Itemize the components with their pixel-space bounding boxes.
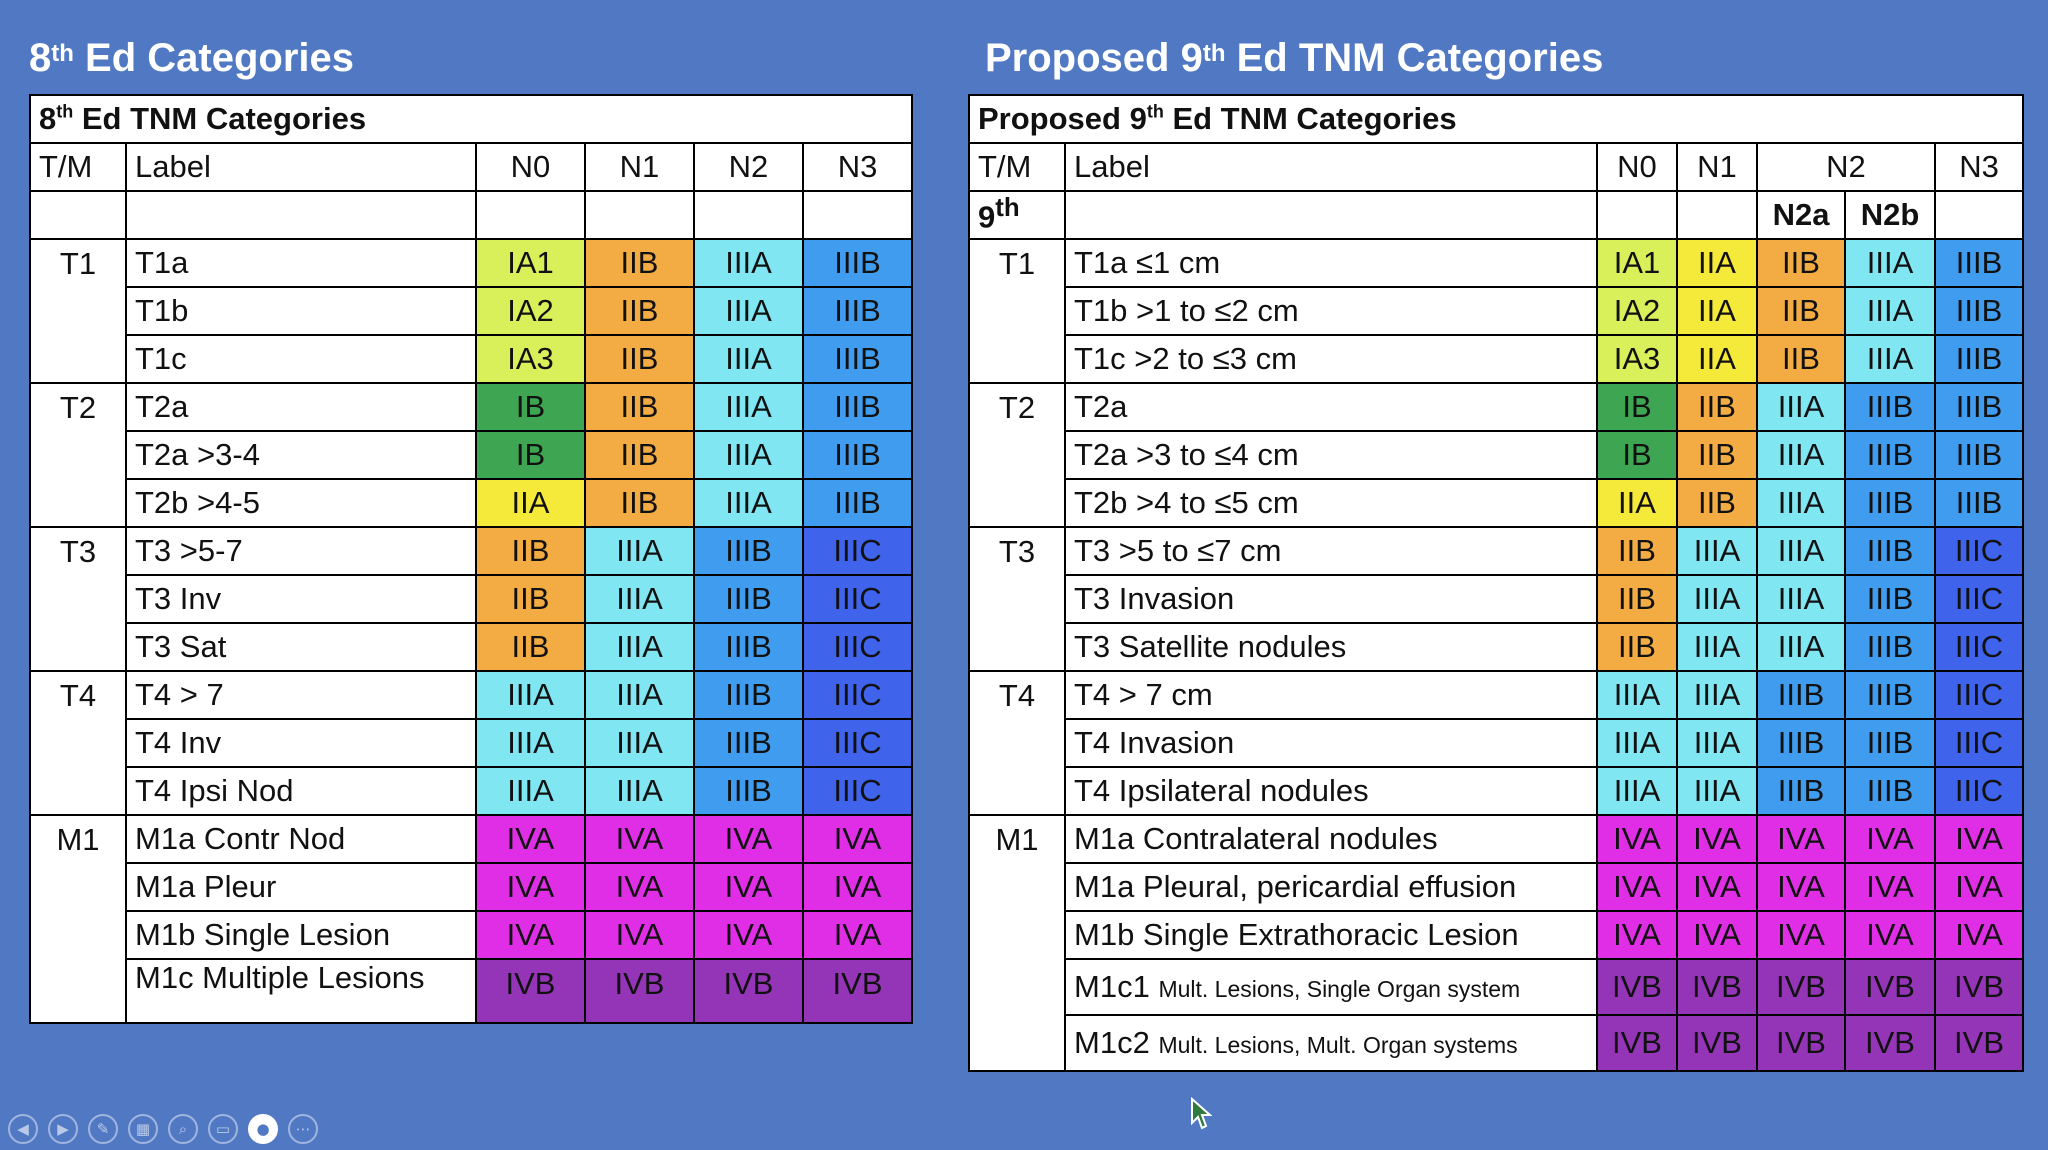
mouse-cursor-icon	[1190, 1097, 1212, 1131]
stage-cell: IIIB	[803, 287, 912, 335]
table-row	[30, 623, 912, 671]
table-row	[30, 383, 912, 431]
stage-cell: IA1	[1597, 239, 1677, 287]
row-label: T1b	[126, 287, 476, 335]
row-label-main: T1b >1 to ≤2 cm	[1074, 293, 1299, 328]
stage-cell: IVA	[1677, 863, 1757, 911]
table-row	[969, 431, 2023, 479]
col-header-label: Label	[126, 143, 476, 191]
stage-cell: IVA	[694, 911, 803, 959]
stage-cell: IVB	[585, 959, 694, 1023]
stage-cell: IIIB	[694, 671, 803, 719]
stage-cell: IIIA	[1677, 623, 1757, 671]
stage-cell: IIIB	[1757, 719, 1845, 767]
stage-cell: IIIA	[694, 239, 803, 287]
stage-cell: IIB	[1757, 335, 1845, 383]
col-header-n0: N0	[1597, 143, 1677, 191]
stage-cell: IIB	[476, 575, 585, 623]
stage-cell: IIA	[1677, 335, 1757, 383]
stage-cell: IVB	[1845, 959, 1935, 1015]
blank-cell	[1065, 191, 1597, 239]
stage-cell: IB	[476, 431, 585, 479]
stage-cell: IIIB	[1757, 767, 1845, 815]
stage-cell: IIB	[476, 527, 585, 575]
stage-cell: IVB	[694, 959, 803, 1023]
group-label-t1: T1	[30, 239, 126, 383]
row-label	[1065, 623, 1597, 671]
row-label: T4 Inv	[126, 719, 476, 767]
blank-cell	[1677, 191, 1757, 239]
table-row	[969, 239, 2023, 287]
stage-cell: IVA	[1935, 863, 2023, 911]
stage-cell: IA3	[476, 335, 585, 383]
subtitles-icon[interactable]: ▭	[208, 1114, 238, 1144]
col-subheader-n2a: N2a	[1757, 191, 1845, 239]
row-label-main: T3 Satellite nodules	[1074, 629, 1347, 664]
zoom-icon[interactable]: ⌕	[168, 1114, 198, 1144]
table-row	[969, 575, 2023, 623]
row-label-main: T4 Ipsilateral nodules	[1074, 773, 1369, 808]
table-title	[969, 95, 2023, 143]
stage-cell: IIB	[1757, 239, 1845, 287]
row-label-main: M1a Pleural, pericardial effusion	[1074, 869, 1517, 904]
stage-cell: IVA	[1935, 911, 2023, 959]
table-title-sup: th	[1146, 101, 1164, 122]
stage-cell: IIIB	[694, 575, 803, 623]
stage-cell: IIB	[1597, 575, 1677, 623]
blank-cell	[1935, 191, 2023, 239]
stage-cell: IVB	[1677, 959, 1757, 1015]
table-row	[969, 335, 2023, 383]
stage-cell: IIIA	[694, 383, 803, 431]
table-title-pre: 8	[39, 101, 57, 136]
stage-cell: IIIB	[1845, 623, 1935, 671]
stage-cell: IIIC	[803, 671, 912, 719]
table-row	[30, 815, 912, 863]
row-label	[1065, 335, 1597, 383]
slides-icon[interactable]: ▦	[128, 1114, 158, 1144]
table-row	[969, 671, 2023, 719]
stage-cell: IVA	[585, 863, 694, 911]
stage-cell: IVA	[803, 815, 912, 863]
stage-cell: IIIA	[476, 719, 585, 767]
row-label-main: T4 > 7 cm	[1074, 677, 1213, 712]
row-label	[1065, 575, 1597, 623]
stage-cell: IVA	[476, 815, 585, 863]
table-row	[30, 959, 912, 1023]
table-row	[30, 527, 912, 575]
stage-cell: IIIA	[1845, 335, 1935, 383]
row-label-main: M1a Contralateral nodules	[1074, 821, 1438, 856]
row-label-main: T4 Invasion	[1074, 725, 1235, 760]
stage-cell: IIIA	[1597, 767, 1677, 815]
col-header-n3: N3	[803, 143, 912, 191]
table-row	[30, 911, 912, 959]
table-title-post: Ed TNM Categories	[73, 101, 367, 136]
camera-icon[interactable]: ●	[248, 1114, 278, 1144]
stage-cell: IIIC	[1935, 671, 2023, 719]
group-label-m1: M1	[30, 815, 126, 1023]
table-row	[969, 287, 2023, 335]
row-label-detail: Mult. Lesions, Single Organ system	[1158, 976, 1521, 1002]
stage-cell: IIIB	[1845, 527, 1935, 575]
stage-cell: IIA	[1597, 479, 1677, 527]
row-label: T2a	[126, 383, 476, 431]
stage-cell: IVB	[1757, 1015, 1845, 1071]
blank-cell	[694, 191, 803, 239]
blank-cell	[585, 191, 694, 239]
stage-cell: IB	[1597, 383, 1677, 431]
stage-cell: IIB	[1677, 383, 1757, 431]
stage-cell: IVB	[1757, 959, 1845, 1015]
stage-cell: IVA	[1845, 863, 1935, 911]
stage-cell: IVB	[1597, 959, 1677, 1015]
stage-cell: IIB	[1677, 431, 1757, 479]
table-title-post: Ed TNM Categories	[1163, 101, 1457, 136]
stage-cell: IIB	[476, 623, 585, 671]
left-slide-title: 8th Ed Categories	[29, 36, 354, 80]
table-title-sup: th	[56, 101, 74, 122]
row-label: T3 Inv	[126, 575, 476, 623]
ninth-ed-tnm-table	[968, 94, 2024, 1072]
row-label	[1065, 431, 1597, 479]
row-label: T2b >4-5	[126, 479, 476, 527]
row-label: T2a >3-4	[126, 431, 476, 479]
stage-cell: IIIA	[585, 575, 694, 623]
table-row	[969, 911, 2023, 959]
stage-cell: IIIC	[803, 575, 912, 623]
stage-cell: IIIA	[1597, 719, 1677, 767]
row-label	[1065, 767, 1597, 815]
table-row	[969, 815, 2023, 863]
stage-cell: IVA	[585, 911, 694, 959]
stage-cell: IIIB	[1845, 479, 1935, 527]
group-label-m1: M1	[969, 815, 1065, 1071]
stage-cell: IIIB	[1935, 239, 2023, 287]
more-icon[interactable]: ⋯	[288, 1114, 318, 1144]
stage-cell: IIIB	[1845, 431, 1935, 479]
blank-cell	[1597, 191, 1677, 239]
eighth-ed-tnm-table	[29, 94, 913, 1024]
row-label: M1c Multiple Lesions	[126, 959, 476, 1023]
blank-cell	[30, 191, 126, 239]
stage-cell: IVA	[1677, 815, 1757, 863]
stage-cell: IA2	[476, 287, 585, 335]
row-label-main: T2b >4 to ≤5 cm	[1074, 485, 1299, 520]
stage-cell: IVA	[803, 863, 912, 911]
row-label: T1c	[126, 335, 476, 383]
stage-cell: IIIB	[803, 239, 912, 287]
col-header-tm: T/M	[969, 143, 1065, 191]
table-row	[969, 959, 2023, 1015]
stage-cell: IVB	[1935, 1015, 2023, 1071]
stage-cell: IIIA	[1677, 527, 1757, 575]
stage-cell: IIIB	[694, 623, 803, 671]
stage-cell: IVB	[1845, 1015, 1935, 1071]
stage-cell: IIB	[585, 287, 694, 335]
col-header-label: Label	[1065, 143, 1597, 191]
stage-cell: IB	[1597, 431, 1677, 479]
stage-cell: IVB	[803, 959, 912, 1023]
row-label	[1065, 815, 1597, 863]
stage-cell: IIA	[1677, 287, 1757, 335]
stage-cell: IB	[476, 383, 585, 431]
table-row	[969, 383, 2023, 431]
stage-cell: IIB	[585, 383, 694, 431]
stage-cell: IIB	[585, 431, 694, 479]
table-row	[969, 479, 2023, 527]
stage-cell: IVA	[585, 815, 694, 863]
row-label	[1065, 479, 1597, 527]
stage-cell: IVA	[476, 911, 585, 959]
stage-cell: IIIC	[803, 767, 912, 815]
stage-cell: IIIA	[1757, 479, 1845, 527]
stage-cell: IIIB	[1935, 431, 2023, 479]
stage-cell: IIIB	[1845, 575, 1935, 623]
table-title-pre: Proposed 9	[978, 101, 1147, 136]
row-label-main: M1c2	[1074, 1025, 1150, 1060]
row-label	[1065, 911, 1597, 959]
stage-cell: IIA	[476, 479, 585, 527]
stage-cell: IIIA	[1677, 767, 1757, 815]
stage-cell: IVA	[1597, 815, 1677, 863]
row-label	[1065, 527, 1597, 575]
table-row	[30, 479, 912, 527]
stage-cell: IIIA	[694, 335, 803, 383]
table-row	[30, 287, 912, 335]
stage-cell: IVA	[694, 815, 803, 863]
stage-cell: IIIC	[1935, 623, 2023, 671]
stage-cell: IIIA	[476, 767, 585, 815]
right-slide-title: Proposed 9th Ed TNM Categories	[985, 36, 1604, 80]
row-label	[1065, 239, 1597, 287]
table-row	[30, 239, 912, 287]
stage-cell: IVA	[1845, 911, 1935, 959]
group-label-t4: T4	[969, 671, 1065, 815]
blank-cell	[803, 191, 912, 239]
table-row	[30, 671, 912, 719]
row-label-main: T1c >2 to ≤3 cm	[1074, 341, 1297, 376]
stage-cell: IVA	[1845, 815, 1935, 863]
stage-cell: IIIA	[1757, 383, 1845, 431]
stage-cell: IIIA	[476, 671, 585, 719]
stage-cell: IIIC	[803, 623, 912, 671]
previous-icon[interactable]: ◀	[8, 1114, 38, 1144]
col-header-n1: N1	[1677, 143, 1757, 191]
stage-cell: IIIB	[694, 719, 803, 767]
group-label-t4: T4	[30, 671, 126, 815]
stage-cell: IIIB	[803, 431, 912, 479]
stage-cell: IIB	[1597, 527, 1677, 575]
pen-icon[interactable]: ✎	[88, 1114, 118, 1144]
stage-cell: IIB	[585, 479, 694, 527]
stage-cell: IIIA	[1845, 287, 1935, 335]
stage-cell: IVA	[1597, 863, 1677, 911]
stage-cell: IIIA	[1597, 671, 1677, 719]
row-label: M1a Pleur	[126, 863, 476, 911]
stage-cell: IVA	[803, 911, 912, 959]
row-label: M1a Contr Nod	[126, 815, 476, 863]
stage-cell: IIIB	[1935, 287, 2023, 335]
group-label-t3: T3	[30, 527, 126, 671]
stage-cell: IVA	[1677, 911, 1757, 959]
row-label: T3 Sat	[126, 623, 476, 671]
edition-marker	[969, 191, 1065, 239]
stage-cell: IIIA	[1845, 239, 1935, 287]
stage-cell: IIIB	[1845, 671, 1935, 719]
stage-cell: IIIB	[803, 479, 912, 527]
stage-cell: IIIA	[1757, 575, 1845, 623]
stage-cell: IA1	[476, 239, 585, 287]
blank-cell	[126, 191, 476, 239]
table-title	[30, 95, 912, 143]
row-label-main: M1c1	[1074, 969, 1150, 1004]
table-row	[969, 527, 2023, 575]
stage-cell: IIIB	[694, 527, 803, 575]
col-header-n1: N1	[585, 143, 694, 191]
group-label-t3: T3	[969, 527, 1065, 671]
row-label	[1065, 959, 1597, 1015]
blank-cell	[476, 191, 585, 239]
group-label-t2: T2	[30, 383, 126, 527]
table-row	[30, 431, 912, 479]
row-label: T1a	[126, 239, 476, 287]
stage-cell: IIIA	[694, 431, 803, 479]
stage-cell: IIIC	[1935, 575, 2023, 623]
stage-cell: IA3	[1597, 335, 1677, 383]
col-header-n2: N2	[1757, 143, 1935, 191]
stage-cell: IIB	[1597, 623, 1677, 671]
stage-cell: IIIC	[803, 719, 912, 767]
stage-cell: IIIB	[803, 335, 912, 383]
stage-cell: IIIA	[1677, 671, 1757, 719]
stage-cell: IIIB	[1845, 719, 1935, 767]
stage-cell: IIIB	[694, 767, 803, 815]
row-label-main: T2a	[1074, 389, 1128, 424]
group-label-t2: T2	[969, 383, 1065, 527]
row-label: M1b Single Lesion	[126, 911, 476, 959]
stage-cell: IIIA	[585, 767, 694, 815]
edition-marker-pre: 9	[978, 199, 996, 235]
stage-cell: IIIA	[585, 671, 694, 719]
stage-cell: IIIB	[1935, 335, 2023, 383]
row-label	[1065, 719, 1597, 767]
col-header-n2: N2	[694, 143, 803, 191]
edition-marker-sup: th	[995, 194, 1020, 223]
row-label-main: T3 >5 to ≤7 cm	[1074, 533, 1282, 568]
row-label	[1065, 383, 1597, 431]
row-label-main: T1a ≤1 cm	[1074, 245, 1221, 280]
stage-cell: IIB	[585, 335, 694, 383]
row-label: T3 >5-7	[126, 527, 476, 575]
stage-cell: IIIA	[1757, 527, 1845, 575]
stage-cell: IIB	[585, 239, 694, 287]
table-row	[30, 719, 912, 767]
stage-cell: IIIA	[694, 287, 803, 335]
stage-cell: IIIB	[1845, 767, 1935, 815]
stage-cell: IVA	[1757, 815, 1845, 863]
stage-cell: IVA	[1757, 863, 1845, 911]
row-label: T4 > 7	[126, 671, 476, 719]
stage-cell: IIIC	[803, 527, 912, 575]
presentation-toolbar	[8, 1114, 318, 1144]
col-header-tm: T/M	[30, 143, 126, 191]
stage-cell: IIA	[1677, 239, 1757, 287]
col-subheader-n2b: N2b	[1845, 191, 1935, 239]
row-label	[1065, 671, 1597, 719]
stage-cell: IVA	[476, 863, 585, 911]
table-row	[30, 575, 912, 623]
row-label	[1065, 863, 1597, 911]
row-label	[1065, 1015, 1597, 1071]
table-row	[969, 767, 2023, 815]
table-row	[969, 863, 2023, 911]
stage-cell: IIIB	[1935, 479, 2023, 527]
row-label-main: M1b Single Extrathoracic Lesion	[1074, 917, 1519, 952]
next-icon[interactable]: ▶	[48, 1114, 78, 1144]
stage-cell: IVA	[694, 863, 803, 911]
row-label: T4 Ipsi Nod	[126, 767, 476, 815]
stage-cell: IIIA	[1677, 719, 1757, 767]
stage-cell: IIIB	[1757, 671, 1845, 719]
stage-cell: IVB	[476, 959, 585, 1023]
stage-cell: IIIC	[1935, 767, 2023, 815]
stage-cell: IVA	[1757, 911, 1845, 959]
table-row	[969, 623, 2023, 671]
stage-cell: IIIA	[694, 479, 803, 527]
stage-cell: IIB	[1757, 287, 1845, 335]
stage-cell: IIIC	[1935, 527, 2023, 575]
stage-cell: IIIA	[585, 527, 694, 575]
stage-cell: IA2	[1597, 287, 1677, 335]
stage-cell: IVA	[1597, 911, 1677, 959]
stage-cell: IVA	[1935, 815, 2023, 863]
row-label	[1065, 287, 1597, 335]
stage-cell: IVB	[1677, 1015, 1757, 1071]
stage-cell: IIIB	[803, 383, 912, 431]
table-row	[30, 335, 912, 383]
stage-cell: IIIA	[1757, 623, 1845, 671]
stage-cell: IIIC	[1935, 719, 2023, 767]
stage-cell: IIIA	[1757, 431, 1845, 479]
col-header-n0: N0	[476, 143, 585, 191]
col-header-n3: N3	[1935, 143, 2023, 191]
table-row	[30, 863, 912, 911]
row-label-detail: Mult. Lesions, Mult. Organ systems	[1158, 1032, 1518, 1058]
stage-cell: IVB	[1597, 1015, 1677, 1071]
stage-cell: IIIA	[585, 719, 694, 767]
stage-cell: IIIA	[1677, 575, 1757, 623]
stage-cell: IIIB	[1935, 383, 2023, 431]
row-label-main: T2a >3 to ≤4 cm	[1074, 437, 1299, 472]
stage-cell: IVB	[1935, 959, 2023, 1015]
table-row	[969, 719, 2023, 767]
row-label-main: T3 Invasion	[1074, 581, 1235, 616]
stage-cell: IIIB	[1845, 383, 1935, 431]
stage-cell: IIIA	[585, 623, 694, 671]
stage-cell: IIB	[1677, 479, 1757, 527]
group-label-t1: T1	[969, 239, 1065, 383]
table-row	[30, 767, 912, 815]
table-row	[969, 1015, 2023, 1071]
